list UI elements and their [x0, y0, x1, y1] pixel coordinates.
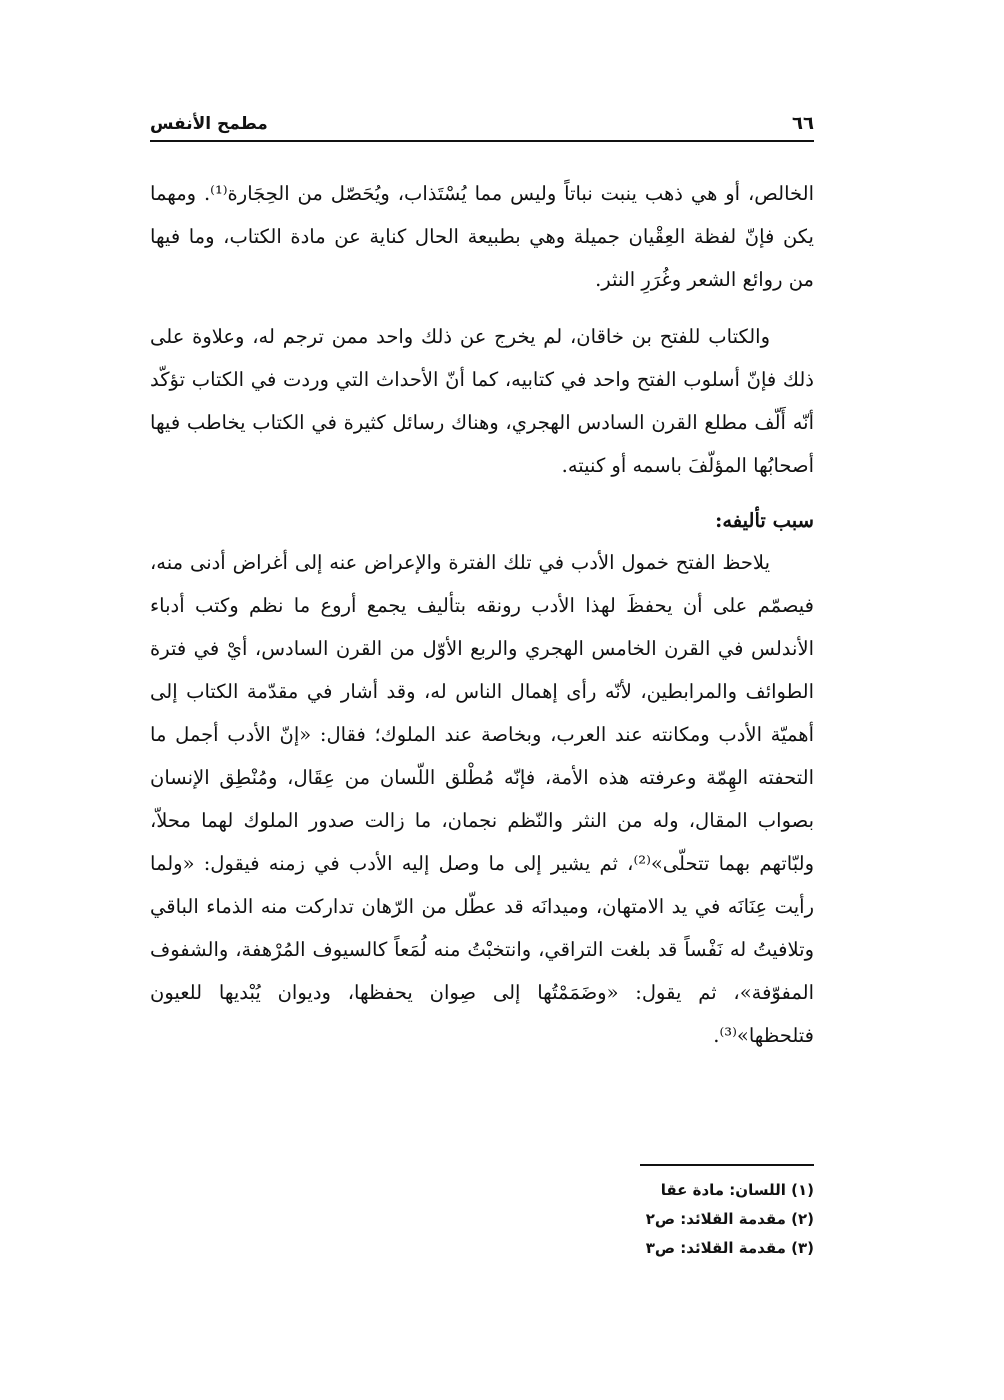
- page-header: [150, 96, 814, 134]
- body-text: [150, 172, 814, 1071]
- footnote-rule: [640, 1164, 814, 1166]
- page-number: ٦٦: [792, 113, 814, 134]
- header-rule: [150, 140, 814, 142]
- footnote-3: (٣) مقدمة القلائد: ص٣: [645, 1239, 814, 1257]
- paragraph-1: الخالص، أو هي ذهب ينبت نباتاً وليس مما يُسْتَذاب، ويُحَصّل من الحِجَارة⁽¹⁾. ومهما يكن فإنّ لفظة العِقْيان جميلة وهي بطبيعة الحال كناية عن مادة الكتاب، وما فيها من روائع الشعر وغُرَرِ النثر.: [150, 182, 814, 291]
- footnotes: [500, 1176, 814, 1263]
- footnote-1: (١) اللسان: مادة عقا: [660, 1181, 814, 1199]
- running-title: مطمح الأنفس: [150, 114, 268, 134]
- section-heading: سبب تأليفه:: [715, 509, 814, 532]
- paragraph-2: والكتاب للفتح بن خاقان، لم يخرج عن ذلك واحد ممن ترجم له، وعلاوة على ذلك فإنّ أسلوب الفتح واحد في كتابيه، كما أنّ الأحداث التي وردت في الكتاب تؤكّد أنّه أَلّف مطلع القرن السادس الهجري، وهناك رسائل كثيرة في الكتاب يخاطب فيها أصحابُها المؤلّفَ باسمه أو كنيته.: [150, 325, 814, 477]
- section-paragraph: يلاحظ الفتح خمول الأدب في تلك الفترة والإعراض عنه إلى أغراض أدنى منه، فيصمّم على أن يحفظَ لهذا الأدب رونقه بتأليف يجمع أروع ما نظم وكتب أدباء الأندلس في القرن الخامس الهجري والربع الأوّل من القرن السادس، أيْ في فترة الطوائف والمرابطين، لأنّه رأى إهمال الناس له، وقد أشار في مقدّمة الكتاب إلى أهميّة الأدب ومكانته عند العرب، وبخاصة عند الملوك؛ فقال: «إنّ الأدب أجمل ما التحفته الهِمّة وعرفته هذه الأمة، فإنّه مُطْلق اللّسان من عِقَال، ومُنْطِق الإنسان بصواب المقال، وله من النثر والنّظم نجمان، ما زالت صدور الملوك لهما محلاّ، ولبّاتهم بهما تتحلّى»⁽²⁾، ثم يشير إلى ما وصل إليه الأدب في زمنه فيقول: «ولما رأيت عِنَانَه في يد الامتهان، وميدانَه قد عطّل من الرّهان تداركت منه الذماء الباقي وتلافيتُ له نَفْساً قد بلغت التراقي، وانتخبْتُ منه لُمَعاً كالسيوف المُرْهفة، والشفوف المفوّفة»، ثم يقول: «وضَمَمْتُها إلى صِوان يحفظها، وديوان يُبْديها للعيون فتلحظها»⁽³⁾.: [150, 551, 814, 1047]
- footnote-2: (٢) مقدمة القلائد: ص٢: [645, 1210, 814, 1228]
